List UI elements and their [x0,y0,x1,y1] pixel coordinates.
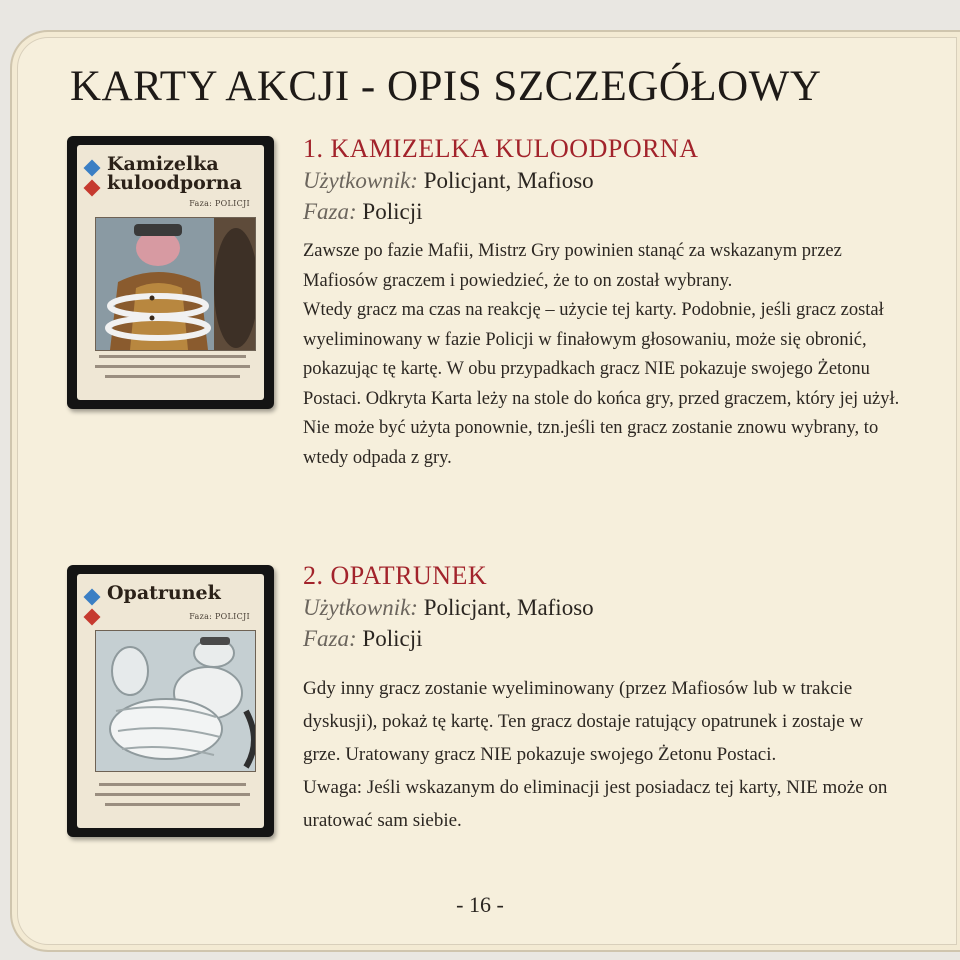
section-number: 1. [303,134,324,163]
paragraph: Gdy inny gracz zostanie wyeliminowany (przez Mafiosów lub w trakcie dyskusji), pokaż tę kartę. Ten gracz dostaje ratujący opatrunek i zostaje w grze. Uratowany gracz NIE pokazuje swojego Żetonu Postaci. [303,678,864,765]
page-number: - 16 - [456,892,504,917]
card-art-svg [96,631,256,771]
user-line [303,165,903,196]
card-caption-lines [91,351,254,385]
card-face [77,145,264,400]
section-heading [303,560,903,592]
card-phase: Faza: POLICJI [189,612,250,621]
section-opatrunek [303,560,903,837]
phase-value: Policji [362,626,423,651]
page-title: KARTY AKCJI - OPIS SZCZEGÓŁOWY [70,63,822,110]
user-label: Użytkownik: [303,168,418,193]
bandaged-man-illustration-icon [95,630,256,772]
user-value: Policjant, Mafioso [423,168,594,193]
card-caption-decoration [91,779,254,816]
user-value: Policjant, Mafioso [423,595,594,620]
card-pips [83,588,101,631]
card-name: Kamizelka kuloodporna [107,153,242,194]
card-caption-decoration [91,351,254,388]
card-name: Opatrunek [107,582,221,604]
user-line [303,592,903,623]
user-label: Użytkownik: [303,595,418,620]
paragraph: Wtedy gracz ma czas na reakcję – użycie tej karty. Podobnie, jeśli gracz został wyeliminowany w fazie Policji w finałowym głosowaniu, może się obronić, pokazując tę kartę. W obu przypadkach gracz NIE pokazuje swojego Żetonu Postaci. Odkryta Karta leży na stole do końca gry, przed graczem, który jej użył. [303,300,900,409]
section-kamizelka [303,133,903,473]
red-pip-icon [84,180,101,197]
phase-label: Faza: [303,199,357,224]
section-body [303,237,903,473]
blue-pip-icon [84,160,101,177]
card-phase: Faza: POLICJI [189,199,250,208]
section-title: OPATRUNEK [330,561,488,590]
phase-line [303,196,903,227]
paragraph: Nie może być użyta ponownie, tzn.jeśli ten gracz zostanie znowu wybrany, to wtedy odpada z gry. [303,418,879,468]
card-kamizelka-image [67,136,274,409]
section-body [303,672,903,837]
mafioso-vest-illustration-icon [95,217,256,351]
phase-value: Policji [362,199,423,224]
card-pips [83,159,101,202]
card-caption-lines [91,779,254,813]
paragraph: Zawsze po fazie Mafii, Mistrz Gry powinien stanąć za wskazanym przez Mafiosów graczem i powiedzieć, że to on został wybrany. [303,241,842,291]
section-heading [303,133,903,165]
red-pip-icon [84,609,101,626]
card-opatrunek-image [67,565,274,837]
section-number: 2. [303,561,324,590]
phase-label: Faza: [303,626,357,651]
card-art-svg [96,218,256,350]
phase-line [303,623,903,654]
blue-pip-icon [84,589,101,606]
section-title: KAMIZELKA KULOODPORNA [330,134,699,163]
paragraph: Uwaga: Jeśli wskazanym do eliminacji jest posiadacz tej karty, NIE może on uratować sam siebie. [303,777,888,831]
card-face [77,574,264,828]
